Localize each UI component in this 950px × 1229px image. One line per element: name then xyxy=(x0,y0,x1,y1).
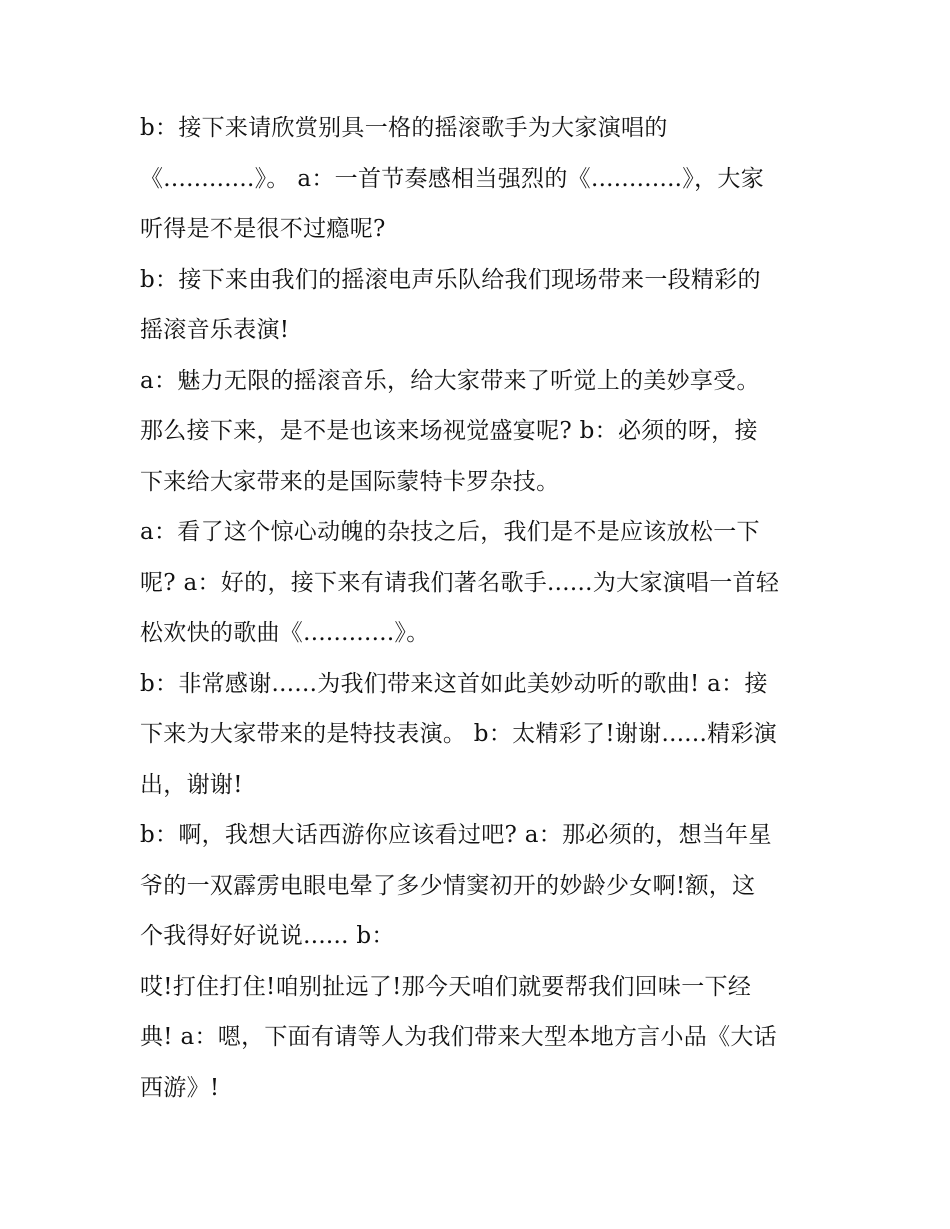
text-line: 哎!打住打住!咱别扯远了!那今天咱们就要帮我们回味一下经 xyxy=(140,973,752,1000)
text-line: 摇滚音乐表演! xyxy=(140,317,290,343)
document-body xyxy=(140,103,820,1113)
text-line: 松欢快的歌曲《............》。 xyxy=(140,620,430,646)
text-line: 出，谢谢! xyxy=(140,771,243,798)
text-line: a：魅力无限的摇滚音乐，给大家带来了听觉上的美妙享受。 xyxy=(140,367,760,394)
text-line: 下来为大家带来的是特技表演。 b：太精彩了!谢谢......精彩演 xyxy=(140,721,778,747)
text-line: 爷的一双霹雳电眼电晕了多少情窦初开的妙龄少女啊!额，这 xyxy=(140,872,756,899)
text-line: 典! a：嗯，下面有请等人为我们带来大型本地方言小品《大话 xyxy=(140,1024,777,1050)
text-line: 那么接下来，是不是也该来场视觉盛宴呢? b：必须的呀，接 xyxy=(140,418,758,444)
text-line: 个我得好好说说...... b： xyxy=(140,923,395,949)
text-line: b：啊，我想大话西游你应该看过吧? a：那必须的，想当年星 xyxy=(140,822,772,848)
text-line: b：接下来由我们的摇滚电声乐队给我们现场带来一段精彩的 xyxy=(140,266,761,293)
text-line: a：看了这个惊心动魄的杂技之后，我们是不是应该放松一下 xyxy=(140,519,760,545)
text-line: 《............》。 a：一首节奏感相当强烈的《............》，大家 xyxy=(140,165,764,192)
text-line: b：非常感谢......为我们带来这首如此美妙动听的歌曲! a：接 xyxy=(140,670,768,697)
text-line: b：接下来请欣赏别具一格的摇滚歌手为大家演唱的 xyxy=(140,115,668,141)
text-line: 呢? a：好的，接下来有请我们著名歌手......为大家演唱一首轻 xyxy=(140,569,780,596)
text-line: 西游》! xyxy=(140,1074,220,1101)
text-line: 听得是不是很不过瘾呢? xyxy=(140,216,386,242)
text-line: 下来给大家带来的是国际蒙特卡罗杂技。 xyxy=(140,468,560,495)
